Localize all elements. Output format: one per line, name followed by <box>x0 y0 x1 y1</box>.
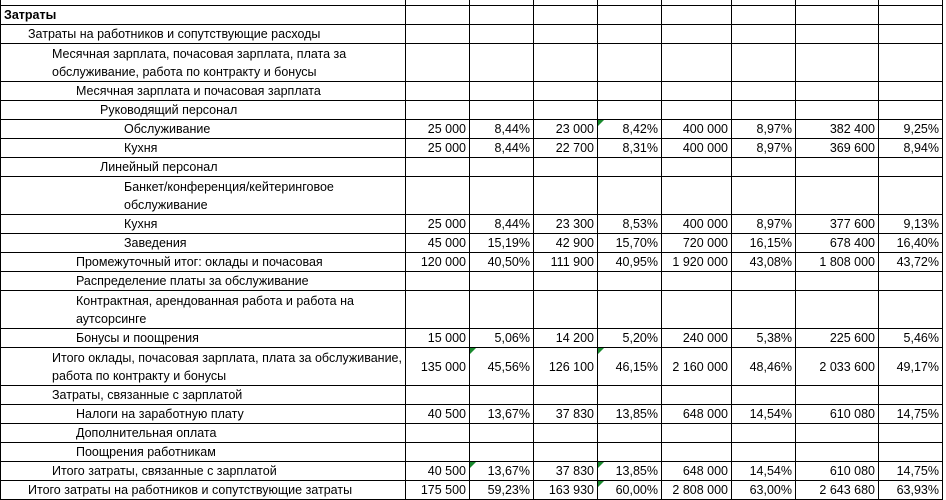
value-cell[interactable]: 225 600 <box>796 329 879 348</box>
value-cell[interactable]: 648 000 <box>662 405 732 424</box>
value-cell[interactable]: 2 033 600 <box>796 348 879 386</box>
value-cell[interactable] <box>598 6 662 25</box>
value-cell[interactable] <box>534 44 598 82</box>
value-cell[interactable] <box>879 44 943 82</box>
value-cell[interactable] <box>470 25 534 44</box>
value-cell[interactable]: 720 000 <box>662 234 732 253</box>
value-cell[interactable] <box>796 386 879 405</box>
value-cell[interactable]: 42 900 <box>534 234 598 253</box>
table-row <box>1 101 943 120</box>
value-cell[interactable]: 8,97% <box>732 139 796 158</box>
value-cell[interactable] <box>598 44 662 82</box>
value-cell[interactable] <box>879 443 943 462</box>
value-cell[interactable]: 8,31% <box>598 139 662 158</box>
value-cell[interactable]: 2 160 000 <box>662 348 732 386</box>
value-cell[interactable]: 43,08% <box>732 253 796 272</box>
table-row <box>1 386 943 405</box>
value-cell[interactable] <box>796 443 879 462</box>
row-label-cell[interactable] <box>1 234 406 253</box>
value-cell[interactable] <box>662 272 732 291</box>
row-label: Бонусы и поощрения <box>76 331 199 345</box>
value-cell[interactable]: 14 200 <box>534 329 598 348</box>
value-cell[interactable] <box>406 177 470 215</box>
row-label-cell[interactable] <box>1 139 406 158</box>
value-cell[interactable]: 43,72% <box>879 253 943 272</box>
value-cell[interactable] <box>879 82 943 101</box>
value-cell[interactable] <box>662 424 732 443</box>
row-label-cell[interactable] <box>1 481 406 500</box>
value-cell[interactable] <box>732 25 796 44</box>
value-cell[interactable] <box>732 177 796 215</box>
table-row <box>1 291 943 329</box>
row-label: Кухня <box>124 141 158 155</box>
value-cell[interactable] <box>732 82 796 101</box>
row-label: Итого затраты на работников и сопутствующие затраты <box>28 483 353 497</box>
row-label-cell[interactable] <box>1 158 406 177</box>
value-cell[interactable] <box>470 158 534 177</box>
value-cell[interactable] <box>796 44 879 82</box>
value-cell[interactable] <box>534 443 598 462</box>
row-label: Линейный персонал <box>100 160 218 174</box>
row-label-cell[interactable] <box>1 348 406 386</box>
value-cell[interactable] <box>796 82 879 101</box>
value-cell[interactable] <box>598 101 662 120</box>
row-label: Обслуживание <box>124 122 211 136</box>
value-cell[interactable]: 63,93% <box>879 481 943 500</box>
value-cell[interactable]: 25 000 <box>406 139 470 158</box>
value-cell[interactable]: 14,54% <box>732 405 796 424</box>
value-cell[interactable]: 37 830 <box>534 462 598 481</box>
value-cell[interactable]: 400 000 <box>662 215 732 234</box>
value-cell[interactable]: 23 000 <box>534 120 598 139</box>
value-cell[interactable]: 382 400 <box>796 120 879 139</box>
table-row <box>1 234 943 253</box>
value-cell[interactable] <box>732 101 796 120</box>
value-cell[interactable] <box>470 44 534 82</box>
value-cell[interactable]: 678 400 <box>796 234 879 253</box>
table-row <box>1 6 943 25</box>
value-cell[interactable] <box>470 177 534 215</box>
row-label-cell[interactable] <box>1 386 406 405</box>
value-cell[interactable] <box>406 158 470 177</box>
value-cell[interactable]: 400 000 <box>662 139 732 158</box>
value-cell[interactable] <box>662 291 732 329</box>
value-cell[interactable]: 400 000 <box>662 120 732 139</box>
value-cell[interactable]: 1 808 000 <box>796 253 879 272</box>
value-cell[interactable] <box>534 6 598 25</box>
value-cell[interactable] <box>598 25 662 44</box>
value-cell[interactable]: 2 643 680 <box>796 481 879 500</box>
row-label-cell[interactable] <box>1 177 406 215</box>
value-cell[interactable]: 23 300 <box>534 215 598 234</box>
value-cell[interactable]: 22 700 <box>534 139 598 158</box>
value-cell[interactable]: 610 080 <box>796 462 879 481</box>
value-cell[interactable] <box>796 424 879 443</box>
row-label-cell[interactable] <box>1 443 406 462</box>
row-label-cell[interactable] <box>1 405 406 424</box>
value-cell[interactable]: 610 080 <box>796 405 879 424</box>
value-cell[interactable] <box>470 101 534 120</box>
table-row <box>1 272 943 291</box>
row-label: Кухня <box>124 217 158 231</box>
table-row <box>1 443 943 462</box>
row-label-cell[interactable] <box>1 44 406 82</box>
value-cell[interactable] <box>879 424 943 443</box>
value-cell[interactable] <box>534 25 598 44</box>
value-cell[interactable] <box>470 386 534 405</box>
value-cell[interactable] <box>732 158 796 177</box>
value-cell[interactable]: 9,25% <box>879 120 943 139</box>
value-cell[interactable] <box>732 386 796 405</box>
value-cell[interactable]: 48,46% <box>732 348 796 386</box>
value-cell[interactable] <box>662 44 732 82</box>
value-cell[interactable] <box>796 158 879 177</box>
value-cell[interactable] <box>470 272 534 291</box>
value-cell[interactable] <box>470 424 534 443</box>
row-label-cell[interactable] <box>1 424 406 443</box>
value-cell[interactable]: 13,67% <box>470 462 534 481</box>
value-cell[interactable]: 5,06% <box>470 329 534 348</box>
value-cell[interactable]: 25 000 <box>406 120 470 139</box>
row-label-cell[interactable] <box>1 253 406 272</box>
row-label-cell[interactable] <box>1 101 406 120</box>
value-cell[interactable] <box>470 291 534 329</box>
value-cell[interactable] <box>796 25 879 44</box>
value-cell[interactable] <box>534 158 598 177</box>
value-cell[interactable]: 60,00% <box>598 481 662 500</box>
value-cell[interactable]: 63,00% <box>732 481 796 500</box>
table-row <box>1 120 943 139</box>
row-label: Итого оклады, почасовая зарплата, плата за обслуживание, работа по контракту и бонусы <box>52 350 402 383</box>
value-cell[interactable] <box>406 25 470 44</box>
value-cell[interactable]: 16,15% <box>732 234 796 253</box>
value-cell[interactable]: 13,85% <box>598 405 662 424</box>
value-cell[interactable]: 8,44% <box>470 215 534 234</box>
value-cell[interactable] <box>732 291 796 329</box>
value-cell[interactable] <box>534 291 598 329</box>
value-cell[interactable]: 45,56% <box>470 348 534 386</box>
value-cell[interactable]: 5,38% <box>732 329 796 348</box>
value-cell[interactable] <box>796 272 879 291</box>
value-cell[interactable] <box>662 443 732 462</box>
row-label-cell[interactable] <box>1 6 406 25</box>
value-cell[interactable]: 126 100 <box>534 348 598 386</box>
value-cell[interactable] <box>879 25 943 44</box>
value-cell[interactable]: 37 830 <box>534 405 598 424</box>
table-row <box>1 177 943 215</box>
value-cell[interactable] <box>879 177 943 215</box>
value-cell[interactable]: 25 000 <box>406 215 470 234</box>
table-row <box>1 158 943 177</box>
row-label: Затраты на работников и сопутствующие расходы <box>28 27 321 41</box>
value-cell[interactable]: 111 900 <box>534 253 598 272</box>
value-cell[interactable] <box>406 6 470 25</box>
value-cell[interactable] <box>598 424 662 443</box>
value-cell[interactable]: 648 000 <box>662 462 732 481</box>
value-cell[interactable] <box>732 6 796 25</box>
value-cell[interactable]: 40,50% <box>470 253 534 272</box>
value-cell[interactable]: 13,85% <box>598 462 662 481</box>
table-row <box>1 405 943 424</box>
value-cell[interactable] <box>879 386 943 405</box>
value-cell[interactable]: 40 500 <box>406 462 470 481</box>
value-cell[interactable] <box>662 386 732 405</box>
value-cell[interactable]: 16,40% <box>879 234 943 253</box>
row-label-cell[interactable] <box>1 329 406 348</box>
value-cell[interactable]: 46,15% <box>598 348 662 386</box>
value-cell[interactable]: 40 500 <box>406 405 470 424</box>
value-cell[interactable]: 8,53% <box>598 215 662 234</box>
value-cell[interactable]: 14,75% <box>879 405 943 424</box>
value-cell[interactable] <box>534 101 598 120</box>
value-cell[interactable] <box>534 272 598 291</box>
row-label: Месячная зарплата, почасовая зарплата, плата за обслуживание, работа по контракту и бонусы <box>52 46 347 79</box>
value-cell[interactable] <box>662 25 732 44</box>
table-row <box>1 424 943 443</box>
row-label: Итого затраты, связанные с зарплатой <box>52 464 277 478</box>
value-cell[interactable] <box>406 443 470 462</box>
value-cell[interactable]: 14,54% <box>732 462 796 481</box>
value-cell[interactable]: 15 000 <box>406 329 470 348</box>
row-label-cell[interactable] <box>1 462 406 481</box>
value-cell[interactable]: 5,46% <box>879 329 943 348</box>
value-cell[interactable] <box>879 291 943 329</box>
value-cell[interactable] <box>879 272 943 291</box>
row-label: Дополнительная оплата <box>76 426 217 440</box>
value-cell[interactable] <box>406 291 470 329</box>
row-label: Месячная зарплата и почасовая зарплата <box>76 84 321 98</box>
value-cell[interactable] <box>662 177 732 215</box>
row-label: Руководящий персонал <box>100 103 238 117</box>
row-label: Заведения <box>124 236 187 250</box>
value-cell[interactable] <box>796 291 879 329</box>
value-cell[interactable] <box>406 424 470 443</box>
value-cell[interactable]: 13,67% <box>470 405 534 424</box>
value-cell[interactable]: 59,23% <box>470 481 534 500</box>
row-label-cell[interactable] <box>1 215 406 234</box>
value-cell[interactable] <box>879 101 943 120</box>
value-cell[interactable]: 49,17% <box>879 348 943 386</box>
value-cell[interactable]: 8,44% <box>470 139 534 158</box>
value-cell[interactable]: 5,20% <box>598 329 662 348</box>
value-cell[interactable]: 14,75% <box>879 462 943 481</box>
table-row <box>1 44 943 82</box>
row-label: Банкет/конференция/кейтеринговое обслуживание <box>124 179 334 212</box>
value-cell[interactable] <box>732 272 796 291</box>
table-row <box>1 462 943 481</box>
value-cell[interactable] <box>732 44 796 82</box>
value-cell[interactable]: 2 808 000 <box>662 481 732 500</box>
value-cell[interactable] <box>662 101 732 120</box>
value-cell[interactable]: 8,42% <box>598 120 662 139</box>
value-cell[interactable] <box>879 158 943 177</box>
value-cell[interactable] <box>406 44 470 82</box>
row-label-cell[interactable] <box>1 120 406 139</box>
value-cell[interactable]: 45 000 <box>406 234 470 253</box>
value-cell[interactable] <box>598 443 662 462</box>
value-cell[interactable] <box>598 272 662 291</box>
value-cell[interactable] <box>470 443 534 462</box>
value-cell[interactable] <box>534 82 598 101</box>
value-cell[interactable] <box>470 6 534 25</box>
value-cell[interactable]: 8,44% <box>470 120 534 139</box>
value-cell[interactable]: 8,94% <box>879 139 943 158</box>
table-row <box>1 215 943 234</box>
value-cell[interactable]: 15,70% <box>598 234 662 253</box>
value-cell[interactable]: 120 000 <box>406 253 470 272</box>
table-row <box>1 329 943 348</box>
row-label: Поощрения работникам <box>76 445 216 459</box>
value-cell[interactable]: 9,13% <box>879 215 943 234</box>
value-cell[interactable]: 8,97% <box>732 120 796 139</box>
row-label-cell[interactable] <box>1 25 406 44</box>
value-cell[interactable] <box>406 101 470 120</box>
table-row <box>1 348 943 386</box>
value-cell[interactable]: 175 500 <box>406 481 470 500</box>
row-label: Контрактная, арендованная работа и работа на аутсорсинге <box>76 293 354 326</box>
value-cell[interactable]: 135 000 <box>406 348 470 386</box>
row-label: Затраты, связанные с зарплатой <box>52 388 243 402</box>
table-row <box>1 139 943 158</box>
value-cell[interactable] <box>662 82 732 101</box>
table-row <box>1 82 943 101</box>
value-cell[interactable] <box>534 424 598 443</box>
table-row <box>1 25 943 44</box>
value-cell[interactable] <box>879 6 943 25</box>
value-cell[interactable] <box>598 386 662 405</box>
value-cell[interactable] <box>406 82 470 101</box>
spreadsheet-body <box>1 0 943 500</box>
row-label: Затраты <box>4 8 57 22</box>
value-cell[interactable]: 377 600 <box>796 215 879 234</box>
value-cell[interactable] <box>534 177 598 215</box>
value-cell[interactable]: 1 920 000 <box>662 253 732 272</box>
value-cell[interactable] <box>406 386 470 405</box>
table-row <box>1 253 943 272</box>
value-cell[interactable]: 8,97% <box>732 215 796 234</box>
value-cell[interactable] <box>796 101 879 120</box>
value-cell[interactable]: 369 600 <box>796 139 879 158</box>
row-label: Промежуточный итог: оклады и почасовая <box>76 255 323 269</box>
value-cell[interactable] <box>534 386 598 405</box>
row-label: Распределение платы за обслуживание <box>76 274 309 288</box>
value-cell[interactable]: 240 000 <box>662 329 732 348</box>
value-cell[interactable] <box>598 291 662 329</box>
value-cell[interactable] <box>598 177 662 215</box>
value-cell[interactable] <box>732 443 796 462</box>
value-cell[interactable] <box>406 272 470 291</box>
value-cell[interactable]: 40,95% <box>598 253 662 272</box>
value-cell[interactable] <box>470 82 534 101</box>
value-cell[interactable]: 163 930 <box>534 481 598 500</box>
value-cell[interactable] <box>598 158 662 177</box>
value-cell[interactable]: 15,19% <box>470 234 534 253</box>
value-cell[interactable] <box>796 6 879 25</box>
table-row <box>1 481 943 500</box>
row-label-cell[interactable] <box>1 291 406 329</box>
value-cell[interactable] <box>732 424 796 443</box>
value-cell[interactable] <box>662 6 732 25</box>
value-cell[interactable] <box>662 158 732 177</box>
value-cell[interactable] <box>796 177 879 215</box>
value-cell[interactable] <box>598 82 662 101</box>
row-label-cell[interactable] <box>1 272 406 291</box>
row-label-cell[interactable] <box>1 82 406 101</box>
row-label: Налоги на заработную плату <box>76 407 244 421</box>
